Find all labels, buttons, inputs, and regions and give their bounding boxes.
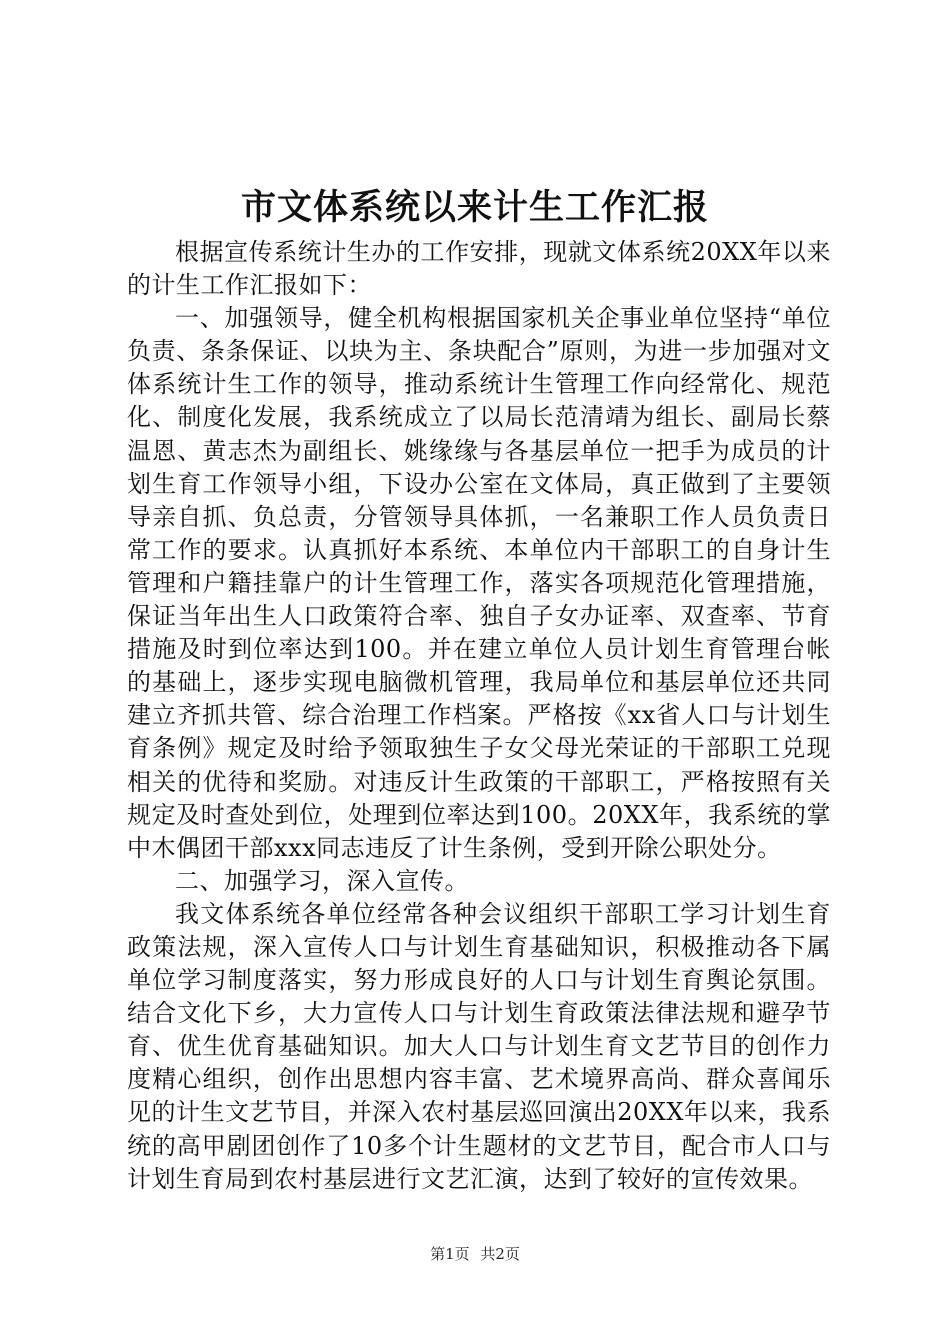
document-title: 市文体系统以来计生工作汇报 — [240, 187, 709, 228]
section-two-heading: 二、加强学习，深入宣传。 — [175, 866, 469, 895]
section-two-paragraph: 我文体系统各单位经常各种会议组织干部职工学习计划生育政策法规，深入宣传人口与计划生育基础知识，积极推动各下属单位学习制度落实，努力形成良好的人口与计划生育舆论氛围。结合文化下乡，大力宣传人口与计划生育政策法律法规和避孕节育、优生优育基础知识。加大人口与计划生育文艺节目的创作力度精心组织，创作出思想内容丰富、艺术境界高尚、群众喜闻乐见的计生文艺节目，并深入农村基层巡回演出20XX年以来，我系统的高甲剧团创作了10多个计生题材的文艺节目，配合市人口与计划生育局到农村基层进行文艺汇演，达到了较好的宣传效果。 — [127, 899, 831, 1193]
intro-paragraph: 根据宣传系统计生办的工作安排，现就文体系统20XX年以来的计生工作汇报如下： — [127, 238, 831, 300]
page-total: 共2页 — [480, 1245, 520, 1263]
section-one-paragraph: 一、加强领导，健全机构根据国家机关企事业单位坚持“单位负责、条条保证、以块为主、条块配合”原则，为进一步加强对文体系统计生工作的领导，推动系统计生管理工作向经常化、规范化、制度化发展，我系统成立了以局长范清靖为组长、副局长蔡温恩、黄志杰为副组长、姚缘缘与各基层单位一把手为成员的计划生育工作领导小组，下设办公室在文体局，真正做到了主要领导亲自抓、负总责，分管领导具体抓，一名兼职工作人员负责日常工作的要求。认真抓好本系统、本单位内干部职工的自身计生管理和户籍挂靠户的计生管理工作，落实各项规范化管理措施，保证当年出生人口政策符合率、独自子女办证率、双查率、节育措施及时到位率达到100。并在建立单位人员计划生育管理台帐的基础上，逐步实现电脑微机管理，我局单位和基层单位还共同建立齐抓共管、综合治理工作档案。严格按《xx省人口与计划生育条例》规定及时给予领取独生子女父母光荣证的干部职工兑现相关的优待和奖励。对违反计生政策的干部职工，严格按照有关规定及时查处到位，处理到位率达到100。20XX年，我系统的掌中木偶团干部xxx同志违反了计生条例，受到开除公职处分。 — [127, 304, 831, 862]
page-number: 第1页 — [430, 1245, 470, 1263]
page-footer — [0, 1243, 950, 1265]
document-body — [127, 236, 831, 1196]
